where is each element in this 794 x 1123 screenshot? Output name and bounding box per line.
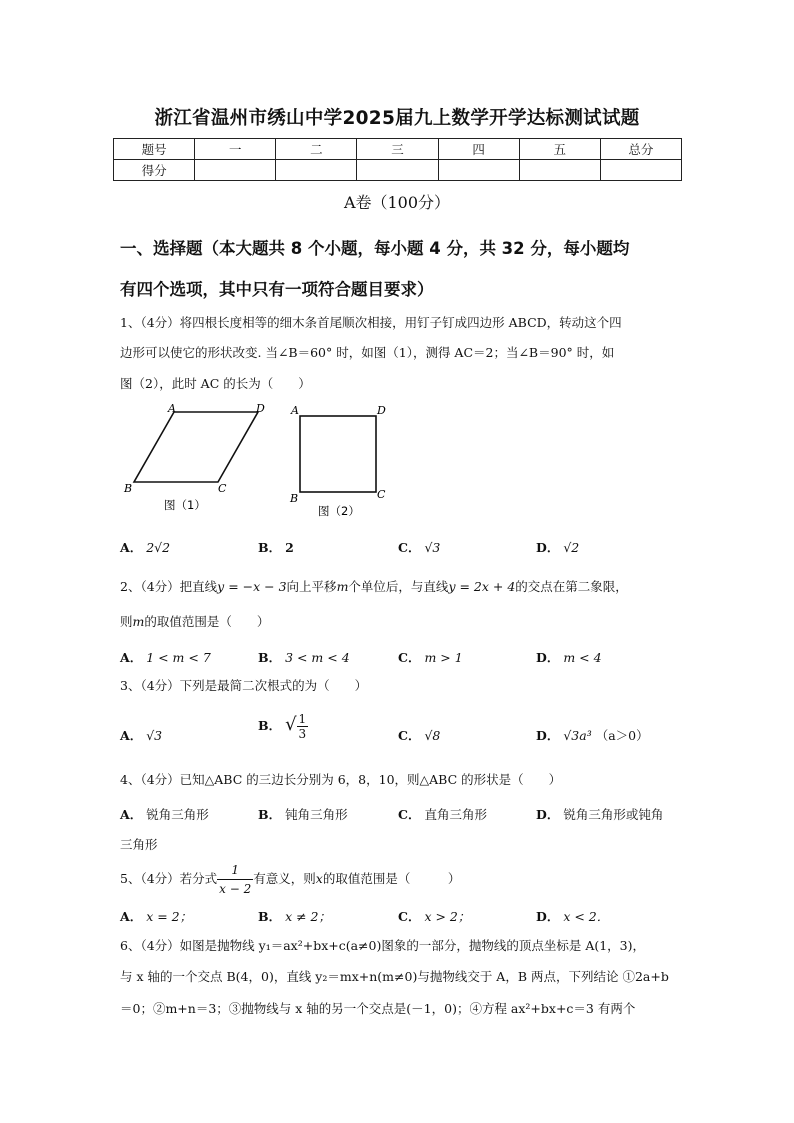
rhombus-shape bbox=[134, 412, 258, 482]
q1-option-a[interactable]: A． 2√2 bbox=[120, 540, 171, 555]
q3-option-c[interactable]: C． √8 bbox=[398, 728, 441, 743]
q3-option-a[interactable]: A． √3 bbox=[120, 728, 163, 743]
q2-line2: 则m的取值范围是（ ） bbox=[120, 614, 270, 629]
q1-option-b[interactable]: B． 2 bbox=[258, 540, 294, 555]
fig1-caption: 图（1） bbox=[164, 498, 206, 512]
q2-option-b[interactable]: B． 3 < m < 4 bbox=[258, 650, 350, 665]
fig2-label-c: C bbox=[377, 488, 386, 501]
score-cell: 总分 bbox=[600, 139, 681, 160]
q2-option-d[interactable]: D． m < 4 bbox=[536, 650, 602, 665]
fig2-caption: 图（2） bbox=[318, 504, 360, 518]
paper-part-heading: A卷（100分） bbox=[343, 193, 451, 212]
score-blank-cell[interactable] bbox=[357, 160, 438, 181]
fig2-label-b: B bbox=[290, 492, 299, 505]
score-cell: 一 bbox=[195, 139, 276, 160]
q5-option-c[interactable]: C． x > 2； bbox=[398, 909, 471, 924]
q4-option-d[interactable]: D． 锐角三角形或钝角 bbox=[536, 807, 664, 822]
q2-option-a[interactable]: A． 1 < m < 7 bbox=[120, 650, 211, 665]
section-heading-line1: 一、选择题（本大题共 8 个小题，每小题 4 分，共 32 分，每小题均 bbox=[120, 239, 630, 258]
q5-option-a[interactable]: A． x = 2； bbox=[120, 909, 193, 924]
fig1-label-b: B bbox=[124, 482, 133, 495]
q1-line2: 边形可以使它的形状改变. 当∠B＝60° 时，如图（1），测得 AC＝2；当∠B＝90° 时，如 bbox=[120, 345, 615, 360]
q6-line2: 与 x 轴的一个交点 B(4，0)，直线 y₂＝mx+n(m≠0)与抛物线交于 A，B 两点，下列结论 ①2a+b bbox=[120, 969, 669, 984]
q1-option-c[interactable]: C． √3 bbox=[398, 540, 441, 555]
q3-line1: 3、（4分）下列是最简二次根式的为（ ） bbox=[120, 678, 368, 693]
score-cell: 五 bbox=[519, 139, 600, 160]
fig1-label-a: A bbox=[168, 402, 176, 415]
score-blank-cell[interactable] bbox=[195, 160, 276, 181]
q3-option-b[interactable]: B． √ $\frac{1}{3}$ bbox=[258, 712, 307, 741]
score-blank-cell[interactable] bbox=[438, 160, 519, 181]
q1-line3: 图（2），此时 AC 的长为（ ） bbox=[120, 376, 311, 391]
q1-option-d[interactable]: D． √2 bbox=[536, 540, 580, 555]
score-table-header-row bbox=[114, 139, 682, 160]
section-heading-line2: 有四个选项，其中只有一项符合题目要求） bbox=[120, 280, 434, 299]
q6-line1: 6、（4分）如图是抛物线 y₁＝ax²+bx+c(a≠0)图象的一部分，抛物线的顶点坐标是 A(1，3)， bbox=[120, 938, 646, 953]
q1-line1: 1、（4分）将四根长度相等的细木条首尾顺次相接，用钉子钉成四边形 ABCD，转动这个四 bbox=[120, 315, 622, 330]
q5-option-d[interactable]: D． x < 2． bbox=[536, 909, 610, 924]
q3-option-d[interactable]: D． √3a³ （a＞0） bbox=[536, 728, 649, 743]
score-cell: 三 bbox=[357, 139, 438, 160]
q4-option-c[interactable]: C． 直角三角形 bbox=[398, 807, 487, 822]
q1-figures bbox=[118, 398, 408, 523]
score-cell: 题号 bbox=[114, 139, 195, 160]
q4-option-a[interactable]: A． 锐角三角形 bbox=[120, 807, 209, 822]
q2-line1: 2、（4分）把直线y = −x − 3向上平移m个单位后，与直线y = 2x + 4的交点在第二象限， bbox=[120, 579, 628, 594]
q5-option-b[interactable]: B． x ≠ 2； bbox=[258, 909, 331, 924]
q6-line3: ＝0；②m+n＝3；③抛物线与 x 轴的另一个交点是(－1，0)；④方程 ax²+bx+c＝3 有两个 bbox=[120, 1001, 636, 1016]
score-cell: 得分 bbox=[114, 160, 195, 181]
fig2-label-a: A bbox=[291, 404, 299, 417]
fig2-label-d: D bbox=[377, 404, 386, 417]
q5-line1: 5、（4分）若分式 $\frac{1}{x - 2}$ 有意义，则x的取值范围是（ ） bbox=[120, 863, 461, 896]
square-shape bbox=[300, 416, 376, 492]
score-blank-cell[interactable] bbox=[519, 160, 600, 181]
q2-option-c[interactable]: C． m > 1 bbox=[398, 650, 463, 665]
score-cell: 二 bbox=[276, 139, 357, 160]
fig1-label-c: C bbox=[218, 482, 227, 495]
fig1-label-d: D bbox=[256, 402, 265, 415]
q4-option-b[interactable]: B． 钝角三角形 bbox=[258, 807, 348, 822]
score-blank-cell[interactable] bbox=[276, 160, 357, 181]
score-table-score-row bbox=[114, 160, 682, 181]
score-blank-cell[interactable] bbox=[600, 160, 681, 181]
score-cell: 四 bbox=[438, 139, 519, 160]
q4-line1: 4、（4分）已知△ABC 的三边长分别为 6，8，10，则△ABC 的形状是（ ） bbox=[120, 772, 562, 787]
q4-option-d-wrap: 三角形 bbox=[120, 837, 158, 852]
exam-title: 浙江省温州市绣山中学2025届九上数学开学达标测试试题 bbox=[154, 108, 640, 129]
score-table bbox=[113, 138, 682, 181]
